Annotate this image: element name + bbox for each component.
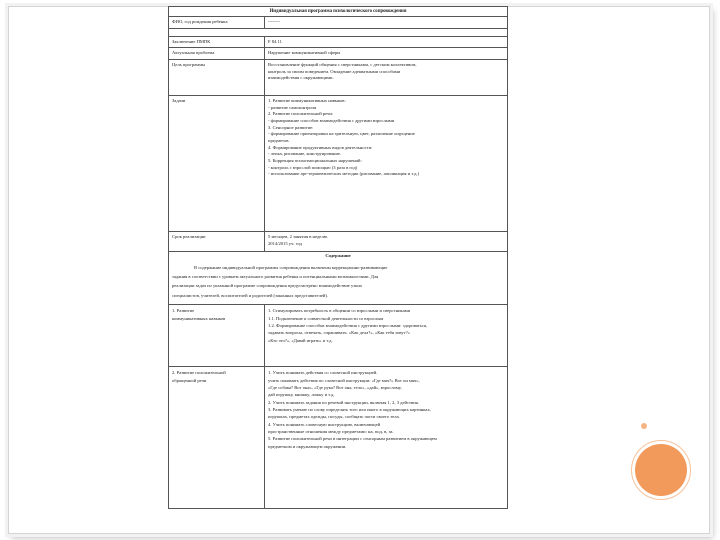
term-label: Срок реализации (169, 231, 265, 251)
plan-row (169, 305, 508, 367)
plan-line: 3. Развивать умение по слову определять того или иного в окружающих картинках, (268, 406, 431, 412)
header-label: ФИО, год рождения ребенка (169, 17, 265, 29)
paragraph-line: задания в соответствии с уровнем актуального развития ребенка и потенциальными возможностями. Для (172, 274, 379, 280)
info-label: Заключение ПМПК (169, 36, 265, 48)
goal-line: Восстановление функций общения с сверстниками, с детским коллективом, (268, 61, 417, 67)
task-line: 5. Коррекция психоэмоциональных нарушений: (268, 157, 362, 163)
task-line: 3. Сенсорное развитие: (268, 124, 314, 130)
content-paragraph (168, 261, 508, 305)
paragraph-line: специалистов, учителей, воспитателей и родителей (законных представителей). (172, 292, 329, 298)
plan-line: игрушках, предметах одежды, посуды, сообщать части своего тела. (268, 414, 400, 420)
task-line: - формирование способов взаимодействия с другими взрослыми (268, 117, 395, 123)
header-row (169, 17, 508, 29)
task-line: 1. Развитие коммуникативных навыков: (268, 97, 346, 103)
tasks-value (265, 95, 508, 231)
plan-row (169, 367, 508, 509)
task-line: - контроль с взрослой помощью (3 раза в год) (268, 164, 358, 170)
info-row (169, 36, 508, 48)
term-line: 2014/2015 уч. год (268, 240, 302, 246)
plan-line: «Где собака? Вот она», «Где рука? Вот она, тело», «дай», взрослому, (268, 384, 402, 390)
header-value: -------- (265, 17, 508, 29)
plan-line: предметном и окружающем окружении. (268, 443, 347, 449)
plan-line: 5. Развитие положительной речи в интеграции с сенсорным развитием в окружающем (268, 436, 437, 442)
document-title: Индивидуальная программа психологического сопровождения (168, 6, 508, 16)
task-line: - лепка, рисование, конструирование. (268, 151, 342, 157)
tasks-label: Задачи (169, 95, 265, 231)
content-heading: Содержание (168, 252, 508, 261)
plan-line: 1. Учить понимать действия со словесной инструкцией. (268, 370, 378, 376)
plan-line: 4. Учить понимать словесную инструкцию, включающей (268, 421, 381, 427)
plan-label-line: обращенной речи (172, 377, 207, 383)
paragraph-line: В содержание индивидуальной программы сопровождения включены коррекционно-развивающие (194, 264, 388, 270)
info-row (169, 59, 508, 95)
document-page (168, 6, 508, 522)
plan-line: «Кто это?», «Давай играть» и т.д. (268, 337, 333, 343)
plan-content (265, 305, 508, 367)
task-line: - использование арт-терапевтических методик (рисование, аппликация и т.д.) (268, 171, 420, 177)
term-line: 5 месяцев, 2 занятия в неделю. (268, 233, 329, 239)
decorative-circle (635, 444, 687, 496)
task-line: - формирование ориентировки на зрительную, цвет, различение ощущение (268, 131, 415, 137)
plan-label (169, 305, 265, 367)
info-label: Цель программы (169, 59, 265, 95)
plan-label-line: коммуникативных навыков (172, 315, 226, 321)
info-label: Актуальная проблема (169, 48, 265, 60)
plan-table (168, 304, 508, 509)
plan-line: 1.2. Формирование способов взаимодействия с другими взрослыми: здороваться, (268, 322, 428, 328)
plan-line: пространственные отношения между предметами: на, под, в, за. (268, 429, 394, 434)
plan-content (265, 367, 508, 509)
plan-line: 1.1. Подключение к совместной деятельности со взрослым (268, 315, 384, 321)
plan-line: учить понимать действия по словесной инструкции: «Где мяч?» Вот он мяч», (268, 377, 420, 383)
goal-line: контроль за своим поведением. Овладение адекватными способами (268, 68, 401, 74)
spacer (168, 29, 508, 36)
task-line: 2. Развитие положительной речи: (268, 111, 334, 117)
plan-label (169, 367, 265, 509)
info-row (169, 48, 508, 60)
plan-line: 1. Стимулировать потребность в общении со взрослыми и сверстниками (268, 308, 411, 314)
task-line: 4. Формирование продуктивных видов деятельности: (268, 144, 373, 150)
plan-line: дай игрушку, книжку, ложку и т.д. (268, 392, 335, 398)
task-line: - развитие самоконтроля (268, 104, 317, 110)
goal-value (265, 59, 508, 95)
goal-line: взаимодействия с окружающими. (268, 75, 334, 81)
decorative-small-dot (641, 423, 647, 429)
info-value: Нарушение коммуникативной сферы (265, 48, 508, 60)
plan-line: 2. Учить понимать задания по речевой инструкции, включая 1, 2, 3 действия. (268, 399, 419, 405)
info-value: F 84.11 (265, 36, 508, 48)
plan-label-line: 1. Развитие (172, 308, 195, 314)
info-table (168, 36, 508, 252)
term-row (169, 231, 508, 251)
paragraph-line: реализации задач по указанной программе сопровождения предусмотрено взаимодействие узких (172, 283, 363, 289)
task-line: предметов. (268, 137, 290, 143)
tasks-row (169, 95, 508, 231)
plan-label-line: 2. Развитие положительной (172, 370, 226, 376)
term-value (265, 231, 508, 251)
header-table (168, 16, 508, 29)
plan-line: задавать вопросы, отвечать, спрашивать: «Как дела?», «Как тебя зовут?» (268, 330, 410, 336)
